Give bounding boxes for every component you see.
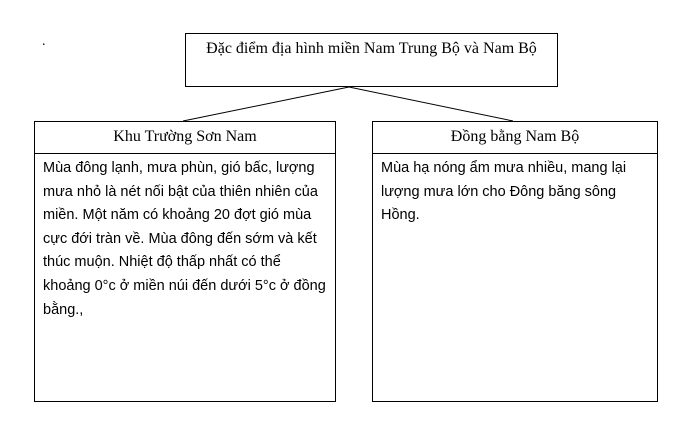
root-title: Đặc điểm địa hình miền Nam Trung Bộ và Nam Bộ [206, 40, 537, 57]
right-heading: Đồng bằng Nam Bộ [450, 128, 580, 145]
right-content: Mùa hạ nóng ẩm mưa nhiều, mang lại lượng mưa lớn cho Đông băng sông Hồng. [381, 160, 627, 224]
left-heading-box [34, 121, 336, 154]
left-content-box [34, 153, 336, 402]
connector-left [183, 87, 349, 121]
right-content-box [372, 153, 658, 402]
connector-right [349, 87, 513, 121]
left-heading: Khu Trường Sơn Nam [113, 128, 257, 145]
right-heading-box [372, 121, 658, 154]
root-node [185, 33, 558, 87]
marker-dot: . [42, 34, 46, 49]
left-content: Mùa đông lạnh, mưa phùn, gió bấc, lượng mưa nhỏ là nét nối bật của thiên nhiên của miền. Một năm có khoảng 20 đợt gió mùa cực đới tràn về. Mùa đông đến sớm và kết thúc muộn. Nhiệt độ thấp nhất có thể khoảng 0°c ở miền núi đến dưới 5°c ở đồng bằng., [43, 160, 326, 318]
